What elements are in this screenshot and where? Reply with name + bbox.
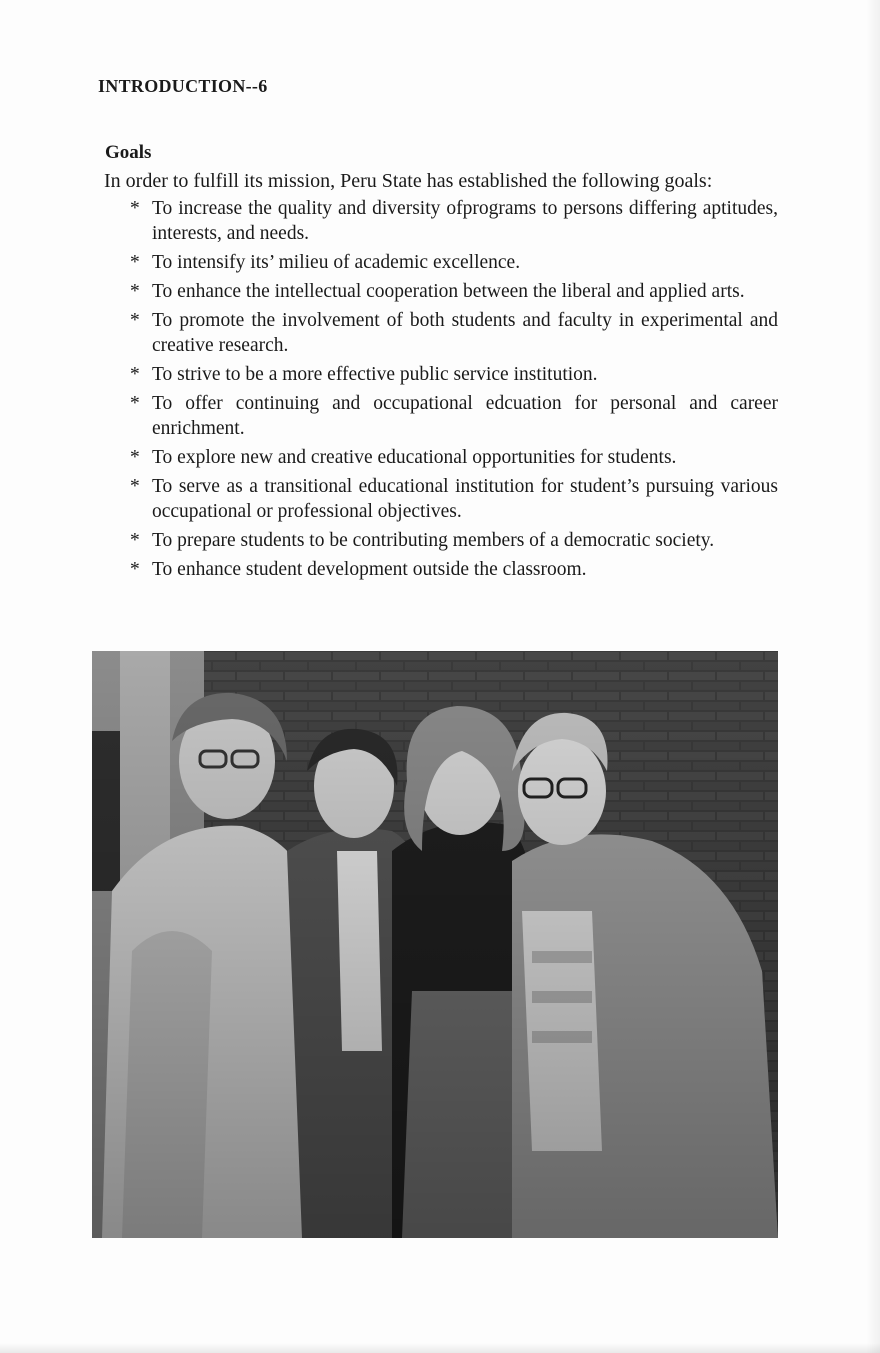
goal-item	[130, 279, 778, 304]
bullet-star: *	[130, 447, 140, 468]
bullet-star: *	[130, 530, 140, 551]
goal-item	[130, 474, 778, 524]
goal-text: To strive to be a more effective public service institution.	[152, 364, 598, 385]
goal-item	[130, 362, 778, 387]
goal-text: To serve as a transitional educational institution for student’s pursuing various occupational or professional objectives.	[152, 476, 778, 522]
page-edge-shadow	[866, 0, 880, 1353]
goals-list	[130, 196, 778, 586]
bullet-star: *	[130, 476, 140, 497]
intro-paragraph: In order to fulfill its mission, Peru State has established the following goals:	[104, 170, 713, 192]
bullet-star: *	[130, 393, 140, 414]
bullet-star: *	[130, 252, 140, 273]
bullet-star: *	[130, 364, 140, 385]
goal-item	[130, 557, 778, 582]
goal-text: To promote the involvement of both students and faculty in experimental and creative research.	[152, 310, 778, 356]
bullet-star: *	[130, 198, 140, 219]
group-photo-icon	[92, 651, 778, 1238]
goal-item	[130, 196, 778, 246]
page-header: INTRODUCTION--6	[98, 76, 268, 96]
goal-text: To enhance student development outside the classroom.	[152, 559, 587, 580]
section-title: Goals	[105, 142, 152, 163]
goal-text: To offer continuing and occupational edcuation for personal and career enrichment.	[152, 393, 778, 439]
goal-text: To intensify its’ milieu of academic excellence.	[152, 252, 521, 273]
goal-text: To prepare students to be contributing members of a democratic society.	[152, 530, 715, 551]
goal-text: To explore new and creative educational opportunities for students.	[152, 447, 677, 468]
page-bottom-shadow	[0, 1343, 880, 1353]
bullet-star: *	[130, 310, 140, 331]
goal-text: To increase the quality and diversity ofprograms to persons differing aptitudes, interests, and needs.	[152, 198, 778, 244]
goal-item	[130, 445, 778, 470]
bullet-star: *	[130, 559, 140, 580]
goal-item	[130, 528, 778, 553]
goal-text: To enhance the intellectual cooperation between the liberal and applied arts.	[152, 281, 745, 302]
bullet-star: *	[130, 281, 140, 302]
goal-item	[130, 250, 778, 275]
goal-item	[130, 308, 778, 358]
goal-item	[130, 391, 778, 441]
